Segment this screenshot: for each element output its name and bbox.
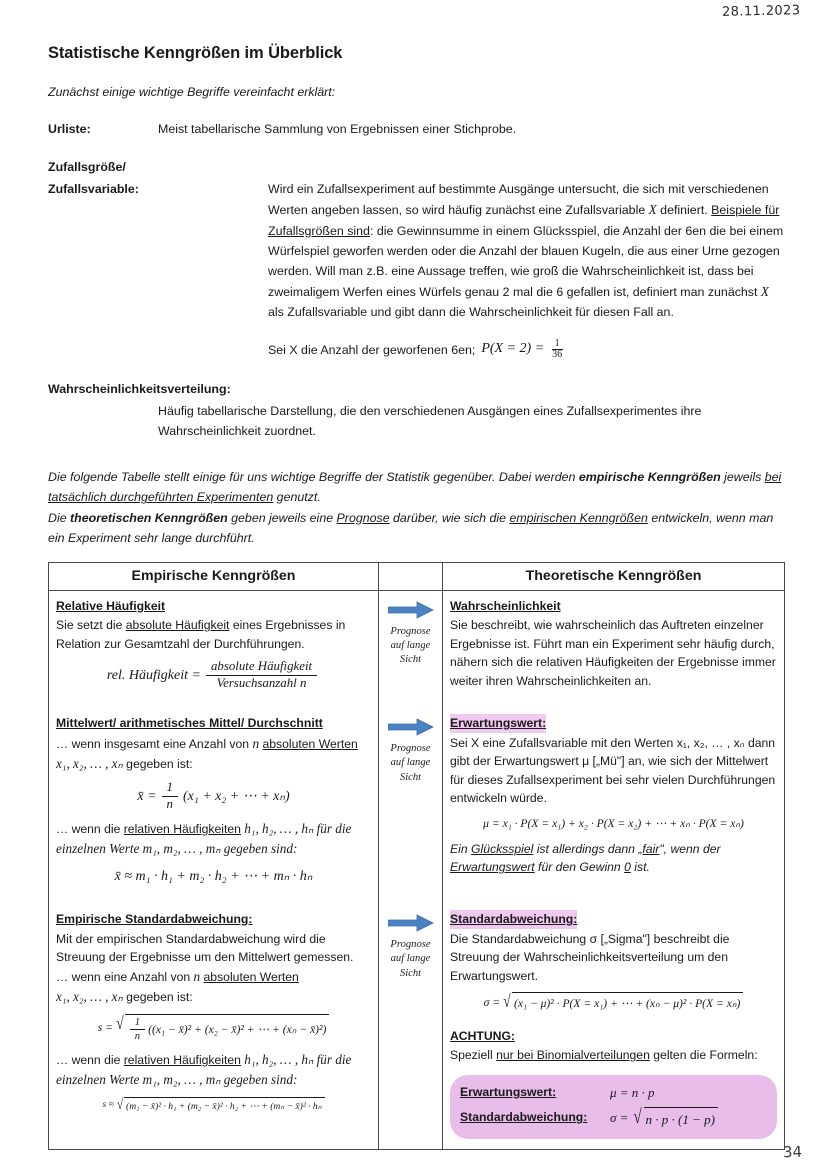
prognose-label bbox=[386, 742, 435, 785]
formula-lhs: σ = bbox=[610, 1110, 629, 1126]
def-text-1: Wird ein Zufallsexperiment auf bestimmte Ausgänge untersucht, die sich mit verschiedenen Werten angeben lassen, so wird häufig zunächst eine Zufallsvariable bbox=[268, 182, 769, 218]
example-formula-lhs: P(X = 2) = bbox=[481, 341, 545, 357]
block-relative-haeufigkeit bbox=[56, 597, 371, 691]
text-part: für den Gewinn bbox=[534, 860, 625, 875]
block-standardabweichung bbox=[450, 910, 777, 1139]
text-part: gelten die Formeln: bbox=[649, 1048, 758, 1063]
prognose-line1: Prognose bbox=[390, 625, 431, 637]
attention-heading: ACHTUNG: bbox=[450, 1028, 515, 1043]
def-underlined-1: Beispiele für Zufallsgrößen sind bbox=[268, 203, 780, 238]
formula-mittelwert-absolut bbox=[56, 781, 371, 812]
cell-theoretical-standardabweichung bbox=[443, 904, 785, 1150]
prognose-line3: Sicht bbox=[399, 771, 422, 783]
table-header-row bbox=[49, 562, 785, 590]
definition-body: Meist tabellarische Sammlung von Ergebnissen einer Stichprobe. bbox=[158, 122, 517, 136]
radical-sign: √ bbox=[116, 1096, 123, 1113]
variable-text: h₁, h₂, … , hₙ für die einzelnen Werte m₁, m₂, … , mₙ gegeben sind: bbox=[56, 820, 352, 856]
text-part: … wenn die bbox=[56, 821, 124, 836]
formula-emp-std-absolut bbox=[56, 1014, 371, 1043]
cell-empirical-standardabweichung bbox=[49, 904, 379, 1150]
square-root bbox=[115, 1014, 329, 1043]
block-paragraph bbox=[56, 734, 371, 774]
prognose-label bbox=[386, 625, 435, 668]
underlined-term: nur bei Binomialverteilungen bbox=[496, 1048, 650, 1063]
formula-body: x̄ ≈ m₁ · h₁ + m₂ · h₂ + ⋯ + mₙ · hₙ bbox=[114, 868, 313, 884]
formula-rhs: (x₁ + x₂ + ⋯ + xₙ) bbox=[182, 788, 290, 804]
variable-list: x₁, x₂, … , xₙ bbox=[56, 988, 123, 1004]
def-text-4: als Zufallsvariable und gibt dann die Wahrscheinlichkeit für diesen Fall an. bbox=[268, 305, 674, 320]
fraction bbox=[162, 781, 178, 812]
definition-wahrscheinlichkeitsverteilung bbox=[48, 379, 784, 441]
block-paragraph bbox=[56, 1050, 371, 1090]
text-part: ist allerdings dann „ bbox=[533, 841, 643, 856]
pre-table-l1b: empirische Kenngrößen bbox=[578, 470, 721, 485]
fraction-denominator: Versuchsanzahl n bbox=[216, 676, 307, 691]
formula-standardabweichung bbox=[450, 992, 777, 1013]
definitions-list bbox=[48, 119, 784, 441]
variable-list: x₁, x₂, … , xₙ bbox=[56, 755, 123, 771]
arrow-right-icon bbox=[386, 914, 435, 932]
prognose-line2: auf lange bbox=[390, 953, 431, 965]
variable-n: n bbox=[193, 968, 201, 984]
block-paragraph bbox=[450, 1046, 777, 1065]
definition-zufallsvariable bbox=[48, 157, 784, 361]
example-line bbox=[268, 338, 784, 361]
underlined-term: Glücksspiel bbox=[471, 841, 534, 856]
variable-x-2: X bbox=[760, 283, 769, 299]
fraction bbox=[130, 1017, 145, 1043]
pre-table-l2a: Die bbox=[48, 510, 71, 525]
radicand: (x₁ − μ)² · P(X = x₁) + ⋯ + (xₙ − μ)² · P(X = xₙ) bbox=[512, 992, 743, 1013]
pre-table-l2d: Prognose bbox=[336, 510, 390, 525]
binomial-formulas-highlight-box bbox=[450, 1075, 777, 1140]
block-heading: Mittelwert/ arithmetisches Mittel/ Durchschnitt bbox=[56, 716, 323, 731]
underlined-term: relativen Häufigkeiten bbox=[123, 1052, 241, 1067]
text-part: … wenn eine Anzahl von bbox=[56, 969, 194, 984]
variable-x: X bbox=[648, 202, 657, 218]
example-formula bbox=[481, 338, 567, 361]
prognose-line1: Prognose bbox=[390, 743, 431, 755]
definition-body bbox=[268, 179, 784, 361]
definition-term: Urliste: bbox=[48, 122, 91, 136]
block-heading: Erwartungswert: bbox=[450, 714, 546, 733]
table-row bbox=[49, 904, 785, 1150]
radicand: (m₁ − x̄)² · h₁ + (m₂ − x̄)² · h₂ + ⋯ + (mₙ − x̄)² · hₙ bbox=[124, 1097, 325, 1115]
pre-table-l2e: darüber, wie sich die bbox=[389, 510, 510, 525]
underlined-term: relativen Häufigkeiten bbox=[123, 821, 241, 836]
block-empirische-standardabweichung bbox=[56, 910, 371, 1115]
pre-table-l2f: empirischen Kenngrößen bbox=[509, 510, 648, 525]
block-paragraph bbox=[56, 616, 371, 653]
formula-lhs: rel. Häufigkeit = bbox=[106, 668, 201, 684]
variable-n: n bbox=[252, 735, 260, 751]
pre-table-note bbox=[48, 467, 784, 547]
table-row bbox=[49, 590, 785, 708]
definition-body: Häufig tabellarische Darstellung, die den verschiedenen Ausgängen eines Zufallsexperimentes ihre Wahrscheinlichkeit zuordnet. bbox=[158, 404, 702, 439]
underlined-term: absolute Häufigkeit bbox=[125, 618, 230, 633]
pre-table-l2c: geben jeweils eine bbox=[227, 510, 337, 525]
underlined-term: absoluten Werten bbox=[262, 736, 358, 751]
block-heading: Standardabweichung: bbox=[450, 910, 577, 929]
fraction bbox=[549, 339, 565, 361]
block-paragraph: Mit der empirischen Standardabweichung wird die Streuung der Ergebnisse um den Mittelwert gemessen. bbox=[56, 931, 354, 965]
block-paragraph: Sei X eine Zufallsvariable mit den Werten x₁, x₂, … , xₙ dann gibt der Erwartungswert μ [„Mü"] an, wie sich der Mittelwert für dieses Zufallsexperiment bei sehr vielen Durchführungen entwickeln würde. bbox=[450, 735, 776, 806]
formula-emp-std-relativ bbox=[56, 1097, 371, 1115]
block-heading: Wahrscheinlichkeit bbox=[450, 598, 561, 613]
def-text-3: : die Gewinnsumme in einem Glücksspiel, die Anzahl der 6en die bei einem Würfelspiel geworfen werden oder die Anzahl der blauen Kugeln, die aus einer Urne gezogen werden. Will man z.B. eine Aussage treffen, wie groß die Wahrscheinlichkeit ist, dass bei zweimaligem Werfen eines Würfels genau 2 mal die 6 gefallen ist, definiert man zunächst bbox=[268, 223, 784, 299]
cell-theoretical-erwartungswert bbox=[443, 708, 785, 904]
definition-urliste bbox=[48, 119, 784, 139]
formula-lhs: s = bbox=[97, 1021, 113, 1035]
def-text-2: definiert. bbox=[656, 203, 712, 218]
spacer bbox=[450, 1020, 777, 1027]
cell-theoretical-wahrscheinlichkeit bbox=[443, 590, 785, 708]
text-part: gegeben ist: bbox=[122, 989, 193, 1004]
pre-table-l1d: bei tatsächlich durchgeführten Experimenten bbox=[48, 470, 782, 505]
block-paragraph bbox=[56, 967, 371, 1007]
table-header-theoretical: Theoretische Kenngrößen bbox=[443, 562, 785, 590]
formula-rel-haeufigkeit bbox=[56, 660, 371, 691]
cell-empirical-relative-haeufigkeit bbox=[49, 590, 379, 708]
radical-sign: √ bbox=[633, 1105, 643, 1128]
block-wahrscheinlichkeit bbox=[450, 597, 777, 691]
table-row bbox=[49, 708, 785, 904]
fraction bbox=[206, 660, 317, 691]
radicand bbox=[125, 1014, 330, 1043]
underlined-term: 0 bbox=[624, 860, 631, 875]
prognose-line2: auf lange bbox=[390, 640, 431, 652]
block-heading: Empirische Standardabweichung: bbox=[56, 912, 253, 926]
document-content bbox=[48, 44, 784, 1150]
pre-table-l1c: jeweils bbox=[720, 470, 765, 485]
cell-prognose-arrow-1 bbox=[379, 590, 443, 708]
pre-table-l2g: entwickeln, wenn man ein Experiment sehr lange durchführt. bbox=[48, 510, 774, 545]
prognose-label bbox=[386, 938, 435, 981]
underlined-term: fair bbox=[642, 841, 660, 856]
page-title: Statistische Kenngrößen im Überblick bbox=[48, 44, 343, 62]
block-paragraph: Die Standardabweichung σ [„Sigma"] beschreibt die Streuung der Wahrscheinlichkeitsverteilung um den Erwartungswert. bbox=[450, 931, 730, 983]
definition-term-line1: Zufallsgröße/ bbox=[48, 160, 126, 175]
prognose-line2: auf lange bbox=[390, 757, 431, 769]
definition-term-line2: Zufallsvariable: bbox=[48, 182, 139, 197]
table-header-middle bbox=[379, 562, 443, 590]
text-part: Sie setzt die bbox=[56, 618, 126, 633]
fraction-numerator: 1 bbox=[162, 781, 178, 797]
example-text: Sei X die Anzahl der geworfenen 6en; bbox=[268, 342, 476, 357]
definition-term: Wahrscheinlichkeitsverteilung: bbox=[48, 382, 231, 397]
formula-lhs: σ = bbox=[483, 995, 501, 1009]
prognose-line1: Prognose bbox=[390, 939, 431, 950]
table-header-empirical: Empirische Kenngrößen bbox=[49, 562, 379, 590]
formula-body: ((x₁ − x̄)² + (x₂ − x̄)² + ⋯ + (xₙ − x̄)²) bbox=[148, 1022, 327, 1036]
square-root bbox=[632, 1107, 718, 1130]
block-heading: Relative Häufigkeit bbox=[56, 598, 166, 613]
formula-lhs: s ≈ bbox=[102, 1099, 114, 1111]
block-note-fair bbox=[450, 840, 777, 877]
fraction-numerator: 1 bbox=[552, 339, 563, 351]
arrow-right-icon bbox=[386, 601, 435, 619]
underlined-term: Erwartungswert bbox=[450, 860, 535, 875]
cell-empirical-mittelwert bbox=[49, 708, 379, 904]
text-part: ", wenn der bbox=[659, 841, 721, 856]
text-part: … wenn die bbox=[56, 1052, 124, 1067]
pre-table-l2b: theoretischen Kenngrößen bbox=[70, 510, 228, 525]
formula-mittelwert-relativ bbox=[56, 866, 371, 887]
box-label-standardabweichung: Standardabweichung: bbox=[460, 1110, 588, 1125]
cell-prognose-arrow-3 bbox=[379, 904, 443, 1150]
intro-line: Zunächst einige wichtige Begriffe vereinfacht erklärt: bbox=[48, 85, 336, 99]
variable-text: h₁, h₂, … , hₙ für die einzelnen Werte m₁, m₂, … , mₙ gegeben sind: bbox=[56, 1051, 352, 1087]
box-label-erwartungswert: Erwartungswert: bbox=[460, 1084, 557, 1099]
text-part: Speziell bbox=[450, 1048, 497, 1063]
fraction-numerator: 1 bbox=[130, 1017, 145, 1031]
square-root bbox=[502, 992, 743, 1013]
table-head bbox=[49, 562, 785, 590]
prognose-line3: Sicht bbox=[399, 654, 422, 666]
fraction-denominator: n bbox=[166, 796, 173, 811]
radical-sign: √ bbox=[503, 991, 511, 1012]
block-paragraph bbox=[56, 819, 371, 859]
text-part: ist. bbox=[630, 860, 650, 875]
kenngroessen-table bbox=[48, 562, 785, 1151]
formula-lhs: x̄ = bbox=[137, 788, 157, 804]
radical-sign: √ bbox=[116, 1012, 124, 1033]
formula-body: μ = x₁ · P(X = x₁) + x₂ · P(X = x₂) + ⋯ + xₙ · P(X = xₙ) bbox=[483, 816, 744, 830]
arrow-right-icon bbox=[386, 718, 435, 736]
fraction-denominator: 36 bbox=[552, 349, 563, 361]
text-part: Ein bbox=[450, 841, 472, 856]
table-body bbox=[49, 590, 785, 1150]
square-root bbox=[116, 1097, 325, 1115]
pre-table-l1a: Die folgende Tabelle stellt einige für uns wichtige Begriffe der Statistik gegenüber. Dabei werden bbox=[48, 470, 579, 485]
cell-prognose-arrow-2 bbox=[379, 708, 443, 904]
block-erwartungswert bbox=[450, 714, 777, 876]
prognose-line3: Sicht bbox=[399, 967, 422, 979]
text-part: … wenn insgesamt eine Anzahl von bbox=[56, 736, 253, 751]
text-part: eines Ergebnisses in Relation zur Gesamtzahl der Durchführungen. bbox=[56, 618, 346, 651]
pre-table-l1e: genutzt. bbox=[273, 490, 321, 505]
underlined-term: absoluten Werten bbox=[203, 969, 299, 984]
text-part: gegeben ist: bbox=[122, 756, 193, 771]
block-paragraph: Sie beschreibt, wie wahrscheinlich das Auftreten einzelner Ergebnisse ist. Führt man ein Experiment sehr häufig durch, nähern sich die relativen Häufigkeiten der Ergebnisse immer weiter ihren Wahrscheinlichkeiten an. bbox=[450, 618, 776, 688]
page-number: 34 bbox=[782, 1142, 803, 1162]
date-stamp: 28.11.2023 bbox=[721, 3, 801, 20]
radicand: n · p · (1 − p) bbox=[644, 1107, 718, 1130]
formula-erwartungswert bbox=[450, 815, 777, 833]
box-formula-standardabweichung bbox=[610, 1107, 718, 1130]
block-mittelwert bbox=[56, 714, 371, 887]
fraction-numerator: absolute Häufigkeit bbox=[206, 660, 317, 676]
fraction-denominator: n bbox=[134, 1030, 141, 1043]
box-formula-erwartungswert: μ = n · p bbox=[610, 1084, 655, 1100]
